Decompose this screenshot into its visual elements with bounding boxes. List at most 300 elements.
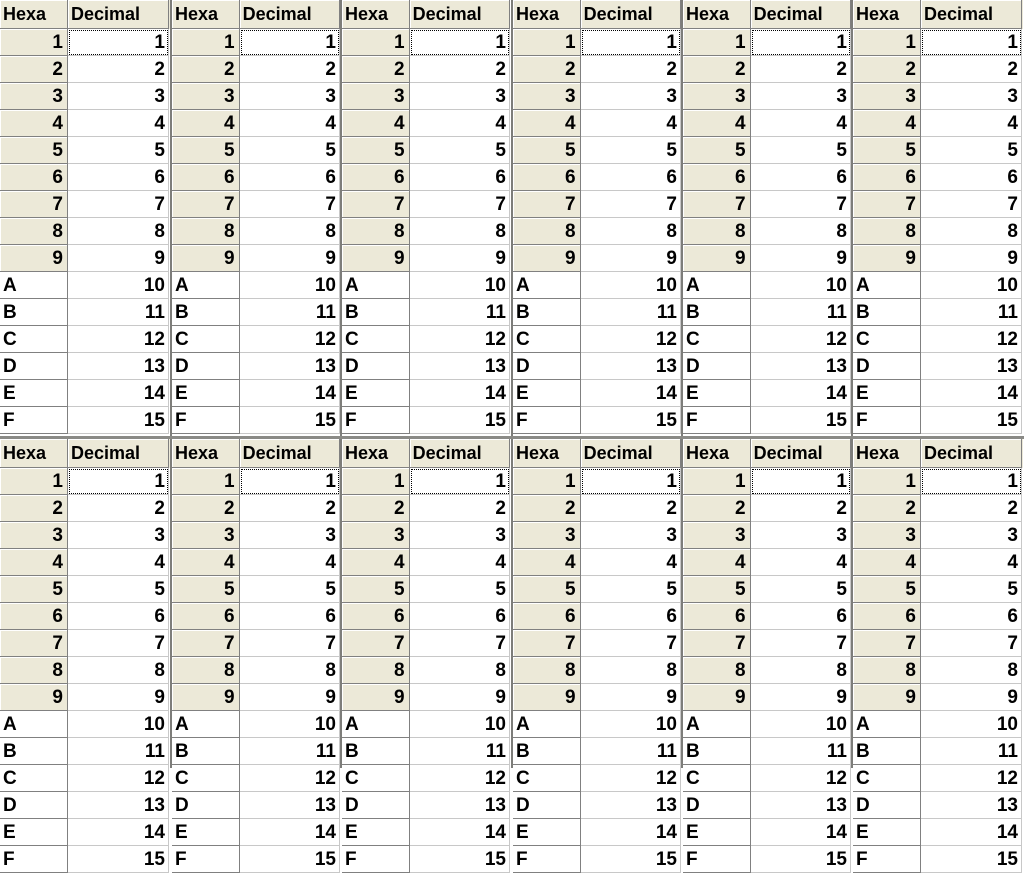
decimal-cell[interactable]: 13	[751, 792, 851, 819]
table-row[interactable]	[513, 191, 681, 218]
hexa-cell[interactable]: 5	[342, 137, 410, 164]
table-row[interactable]	[513, 407, 681, 434]
decimal-cell[interactable]: 3	[240, 83, 340, 110]
hexa-cell[interactable]: A	[513, 272, 581, 299]
table-row[interactable]	[342, 522, 510, 549]
hexa-cell[interactable]: 6	[0, 603, 68, 630]
hexa-cell[interactable]: 6	[342, 164, 410, 191]
table-row[interactable]	[683, 738, 851, 765]
table-row[interactable]	[683, 522, 851, 549]
hexa-cell[interactable]: 9	[342, 684, 410, 711]
table-row[interactable]	[0, 657, 170, 684]
hexa-cell[interactable]: 8	[513, 218, 581, 245]
decimal-cell[interactable]: 14	[410, 380, 510, 407]
decimal-cell[interactable]: 8	[240, 218, 340, 245]
table-row[interactable]	[853, 603, 1023, 630]
hexa-cell[interactable]: 3	[683, 83, 751, 110]
hexa-cell[interactable]: D	[513, 792, 581, 819]
table-row[interactable]	[172, 522, 340, 549]
decimal-cell[interactable]: 9	[240, 245, 340, 272]
decimal-cell[interactable]: 6	[751, 164, 851, 191]
decimal-cell[interactable]: 12	[751, 326, 851, 353]
table-row[interactable]	[853, 245, 1023, 272]
hexa-cell[interactable]: 6	[0, 164, 68, 191]
hexa-cell[interactable]: C	[342, 765, 410, 792]
hexa-cell[interactable]: 9	[853, 684, 921, 711]
hexa-cell[interactable]: F	[513, 846, 581, 873]
decimal-cell[interactable]: 2	[68, 56, 169, 83]
table-row[interactable]	[853, 495, 1023, 522]
decimal-cell[interactable]: 2	[921, 495, 1022, 522]
decimal-cell[interactable]: 11	[921, 738, 1022, 765]
table-row[interactable]	[683, 272, 851, 299]
table-row[interactable]	[172, 549, 340, 576]
hex-table-bottom-1[interactable]	[0, 439, 171, 870]
table-row[interactable]	[683, 630, 851, 657]
hexa-cell[interactable]: 3	[513, 522, 581, 549]
decimal-cell[interactable]: 11	[240, 738, 340, 765]
hexa-cell[interactable]: 5	[513, 137, 581, 164]
decimal-cell[interactable]: 13	[581, 353, 681, 380]
hex-table-top-4[interactable]	[511, 0, 682, 436]
hex-table-top-1[interactable]	[0, 0, 171, 436]
decimal-cell[interactable]: 13	[581, 792, 681, 819]
table-row[interactable]	[172, 576, 340, 603]
decimal-cell[interactable]: 4	[68, 110, 169, 137]
table-row[interactable]	[683, 846, 851, 873]
decimal-cell[interactable]: 15	[751, 407, 851, 434]
table-row[interactable]	[853, 407, 1023, 434]
decimal-cell[interactable]: 6	[581, 164, 681, 191]
decimal-cell[interactable]: 12	[240, 765, 340, 792]
hexa-cell[interactable]: 5	[853, 137, 921, 164]
hexa-cell[interactable]: 3	[342, 83, 410, 110]
decimal-cell[interactable]: 4	[410, 110, 510, 137]
decimal-cell[interactable]: 1	[921, 29, 1022, 56]
decimal-cell[interactable]: 3	[751, 83, 851, 110]
column-header-hexa[interactable]: Hexa	[853, 439, 921, 468]
hexa-cell[interactable]: 3	[0, 522, 68, 549]
table-row[interactable]	[172, 191, 340, 218]
table-row[interactable]	[342, 245, 510, 272]
hexa-cell[interactable]: 4	[0, 549, 68, 576]
table-row[interactable]	[342, 738, 510, 765]
hexa-cell[interactable]: A	[853, 272, 921, 299]
table-row[interactable]	[853, 738, 1023, 765]
hexa-cell[interactable]: C	[172, 326, 240, 353]
table-row[interactable]	[853, 191, 1023, 218]
decimal-cell[interactable]: 5	[410, 137, 510, 164]
hexa-cell[interactable]: B	[683, 299, 751, 326]
table-row[interactable]	[172, 272, 340, 299]
table-row[interactable]	[342, 711, 510, 738]
hexa-cell[interactable]: F	[172, 846, 240, 873]
decimal-cell[interactable]: 8	[751, 657, 851, 684]
hexa-cell[interactable]: 7	[683, 630, 751, 657]
decimal-cell[interactable]: 7	[410, 630, 510, 657]
hexa-cell[interactable]: D	[513, 353, 581, 380]
hexa-cell[interactable]: 6	[853, 603, 921, 630]
decimal-cell[interactable]: 7	[581, 630, 681, 657]
table-row[interactable]	[342, 684, 510, 711]
table-row[interactable]	[853, 549, 1023, 576]
table-row[interactable]	[342, 353, 510, 380]
decimal-cell[interactable]: 6	[240, 164, 340, 191]
table-row[interactable]	[0, 83, 170, 110]
table-row[interactable]	[513, 684, 681, 711]
column-header-decimal[interactable]: Decimal	[240, 0, 340, 29]
column-header-hexa[interactable]: Hexa	[683, 0, 751, 29]
column-header-hexa[interactable]: Hexa	[513, 439, 581, 468]
table-row[interactable]	[683, 603, 851, 630]
decimal-cell[interactable]: 8	[581, 218, 681, 245]
hexa-cell[interactable]: 5	[853, 576, 921, 603]
table-row[interactable]	[172, 495, 340, 522]
table-row[interactable]	[342, 137, 510, 164]
table-row[interactable]	[513, 522, 681, 549]
decimal-cell[interactable]: 4	[921, 110, 1022, 137]
hexa-cell[interactable]: A	[342, 272, 410, 299]
column-header-decimal[interactable]: Decimal	[581, 0, 681, 29]
table-row[interactable]	[172, 83, 340, 110]
column-header-hexa[interactable]: Hexa	[342, 0, 410, 29]
hexa-cell[interactable]: C	[683, 765, 751, 792]
table-row[interactable]	[853, 29, 1023, 56]
hexa-cell[interactable]: 7	[513, 630, 581, 657]
decimal-cell[interactable]: 12	[68, 326, 169, 353]
hexa-cell[interactable]: 6	[513, 164, 581, 191]
hexa-cell[interactable]: C	[853, 326, 921, 353]
table-row[interactable]	[683, 407, 851, 434]
table-row[interactable]	[342, 110, 510, 137]
table-row[interactable]	[853, 657, 1023, 684]
table-row[interactable]	[683, 380, 851, 407]
hexa-cell[interactable]: 2	[683, 56, 751, 83]
decimal-cell[interactable]: 3	[68, 522, 169, 549]
decimal-cell[interactable]: 1	[240, 468, 340, 495]
table-row[interactable]	[853, 380, 1023, 407]
table-row[interactable]	[342, 29, 510, 56]
hexa-cell[interactable]: E	[513, 380, 581, 407]
decimal-cell[interactable]: 1	[581, 468, 681, 495]
decimal-cell[interactable]: 11	[240, 299, 340, 326]
hexa-cell[interactable]: 3	[172, 83, 240, 110]
hexa-cell[interactable]: 4	[683, 110, 751, 137]
hexa-cell[interactable]: 1	[853, 29, 921, 56]
hexa-cell[interactable]: 2	[0, 56, 68, 83]
hexa-cell[interactable]: F	[0, 846, 68, 873]
table-row[interactable]	[0, 765, 170, 792]
table-row[interactable]	[172, 110, 340, 137]
decimal-cell[interactable]: 2	[410, 495, 510, 522]
table-row[interactable]	[853, 218, 1023, 245]
decimal-cell[interactable]: 9	[751, 684, 851, 711]
decimal-cell[interactable]: 14	[921, 380, 1022, 407]
table-row[interactable]	[0, 684, 170, 711]
hexa-cell[interactable]: 3	[0, 83, 68, 110]
decimal-cell[interactable]: 9	[410, 245, 510, 272]
decimal-cell[interactable]: 6	[68, 164, 169, 191]
hexa-cell[interactable]: 6	[683, 603, 751, 630]
table-row[interactable]	[172, 380, 340, 407]
hexa-cell[interactable]: 7	[853, 630, 921, 657]
decimal-cell[interactable]: 11	[410, 738, 510, 765]
decimal-cell[interactable]: 15	[921, 407, 1022, 434]
table-row[interactable]	[172, 792, 340, 819]
decimal-cell[interactable]: 7	[581, 191, 681, 218]
decimal-cell[interactable]: 3	[921, 522, 1022, 549]
hexa-cell[interactable]: 1	[683, 29, 751, 56]
hexa-cell[interactable]: 4	[513, 110, 581, 137]
column-header-decimal[interactable]: Decimal	[921, 439, 1022, 468]
decimal-cell[interactable]: 13	[68, 792, 169, 819]
decimal-cell[interactable]: 5	[921, 576, 1022, 603]
table-row[interactable]	[853, 792, 1023, 819]
table-row[interactable]	[513, 468, 681, 495]
table-row[interactable]	[683, 83, 851, 110]
table-row[interactable]	[513, 164, 681, 191]
hexa-cell[interactable]: 2	[0, 495, 68, 522]
hex-table-top-5[interactable]	[681, 0, 852, 436]
hexa-cell[interactable]: 2	[342, 56, 410, 83]
table-row[interactable]	[172, 603, 340, 630]
decimal-cell[interactable]: 4	[410, 549, 510, 576]
table-row[interactable]	[0, 576, 170, 603]
decimal-cell[interactable]: 6	[68, 603, 169, 630]
hexa-cell[interactable]: F	[0, 407, 68, 434]
column-header-hexa[interactable]: Hexa	[0, 439, 68, 468]
hexa-cell[interactable]: 1	[0, 29, 68, 56]
table-row[interactable]	[683, 684, 851, 711]
decimal-cell[interactable]: 7	[751, 191, 851, 218]
decimal-cell[interactable]: 13	[410, 353, 510, 380]
hexa-cell[interactable]: 8	[513, 657, 581, 684]
hexa-cell[interactable]: 9	[342, 245, 410, 272]
decimal-cell[interactable]: 1	[240, 29, 340, 56]
hex-table-bottom-6[interactable]	[851, 439, 1024, 870]
table-row[interactable]	[683, 137, 851, 164]
hexa-cell[interactable]: 6	[172, 164, 240, 191]
table-row[interactable]	[683, 468, 851, 495]
column-header-decimal[interactable]: Decimal	[410, 0, 510, 29]
decimal-cell[interactable]: 14	[921, 819, 1022, 846]
column-header-hexa[interactable]: Hexa	[513, 0, 581, 29]
column-header-hexa[interactable]: Hexa	[172, 0, 240, 29]
hexa-cell[interactable]: 3	[853, 522, 921, 549]
hexa-cell[interactable]: 8	[683, 657, 751, 684]
decimal-cell[interactable]: 10	[921, 272, 1022, 299]
table-row[interactable]	[853, 522, 1023, 549]
hexa-cell[interactable]: 2	[342, 495, 410, 522]
hexa-cell[interactable]: B	[513, 299, 581, 326]
table-row[interactable]	[513, 326, 681, 353]
decimal-cell[interactable]: 11	[581, 299, 681, 326]
column-header-hexa[interactable]: Hexa	[342, 439, 410, 468]
decimal-cell[interactable]: 10	[240, 711, 340, 738]
decimal-cell[interactable]: 12	[240, 326, 340, 353]
hexa-cell[interactable]: F	[853, 407, 921, 434]
decimal-cell[interactable]: 6	[751, 603, 851, 630]
hexa-cell[interactable]: 9	[683, 245, 751, 272]
table-row[interactable]	[853, 137, 1023, 164]
hexa-cell[interactable]: 6	[172, 603, 240, 630]
table-row[interactable]	[172, 137, 340, 164]
hexa-cell[interactable]: 3	[853, 83, 921, 110]
table-row[interactable]	[342, 380, 510, 407]
decimal-cell[interactable]: 8	[921, 218, 1022, 245]
hexa-cell[interactable]: C	[342, 326, 410, 353]
hex-table-bottom-2[interactable]	[170, 439, 341, 870]
decimal-cell[interactable]: 2	[410, 56, 510, 83]
hexa-cell[interactable]: E	[513, 819, 581, 846]
table-row[interactable]	[513, 380, 681, 407]
table-row[interactable]	[0, 29, 170, 56]
hexa-cell[interactable]: 7	[683, 191, 751, 218]
column-header-decimal[interactable]: Decimal	[751, 0, 851, 29]
table-row[interactable]	[853, 326, 1023, 353]
table-row[interactable]	[513, 711, 681, 738]
hexa-cell[interactable]: D	[683, 792, 751, 819]
decimal-cell[interactable]: 12	[410, 765, 510, 792]
table-row[interactable]	[853, 299, 1023, 326]
table-row[interactable]	[513, 630, 681, 657]
table-row[interactable]	[853, 765, 1023, 792]
hexa-cell[interactable]: F	[683, 407, 751, 434]
hexa-cell[interactable]: 4	[853, 110, 921, 137]
hexa-cell[interactable]: 1	[172, 29, 240, 56]
hexa-cell[interactable]: B	[342, 299, 410, 326]
decimal-cell[interactable]: 12	[68, 765, 169, 792]
decimal-cell[interactable]: 7	[921, 630, 1022, 657]
hexa-cell[interactable]: A	[0, 272, 68, 299]
decimal-cell[interactable]: 2	[240, 56, 340, 83]
decimal-cell[interactable]: 2	[921, 56, 1022, 83]
table-row[interactable]	[342, 218, 510, 245]
table-row[interactable]	[342, 56, 510, 83]
hexa-cell[interactable]: F	[342, 407, 410, 434]
hexa-cell[interactable]: E	[683, 380, 751, 407]
hexa-cell[interactable]: A	[683, 272, 751, 299]
table-row[interactable]	[0, 272, 170, 299]
hexa-cell[interactable]: 8	[0, 657, 68, 684]
hexa-cell[interactable]: A	[342, 711, 410, 738]
decimal-cell[interactable]: 2	[240, 495, 340, 522]
table-row[interactable]	[0, 711, 170, 738]
hexa-cell[interactable]: 4	[172, 549, 240, 576]
decimal-cell[interactable]: 9	[68, 245, 169, 272]
hexa-cell[interactable]: 3	[683, 522, 751, 549]
table-row[interactable]	[342, 846, 510, 873]
decimal-cell[interactable]: 12	[410, 326, 510, 353]
hexa-cell[interactable]: 4	[853, 549, 921, 576]
table-row[interactable]	[683, 299, 851, 326]
hexa-cell[interactable]: 8	[342, 218, 410, 245]
hexa-cell[interactable]: D	[853, 792, 921, 819]
table-row[interactable]	[172, 218, 340, 245]
hexa-cell[interactable]: 4	[683, 549, 751, 576]
decimal-cell[interactable]: 6	[410, 603, 510, 630]
table-row[interactable]	[513, 657, 681, 684]
decimal-cell[interactable]: 3	[581, 522, 681, 549]
decimal-cell[interactable]: 15	[751, 846, 851, 873]
hexa-cell[interactable]: E	[0, 819, 68, 846]
hexa-cell[interactable]: 8	[172, 218, 240, 245]
table-row[interactable]	[683, 191, 851, 218]
hexa-cell[interactable]: 7	[342, 630, 410, 657]
hexa-cell[interactable]: D	[172, 353, 240, 380]
table-row[interactable]	[342, 549, 510, 576]
decimal-cell[interactable]: 12	[581, 765, 681, 792]
hexa-cell[interactable]: D	[0, 353, 68, 380]
hexa-cell[interactable]: 7	[0, 191, 68, 218]
table-row[interactable]	[683, 245, 851, 272]
decimal-cell[interactable]: 3	[751, 522, 851, 549]
table-row[interactable]	[513, 846, 681, 873]
column-header-decimal[interactable]: Decimal	[68, 0, 169, 29]
table-row[interactable]	[342, 657, 510, 684]
table-row[interactable]	[683, 549, 851, 576]
table-row[interactable]	[342, 792, 510, 819]
table-row[interactable]	[853, 272, 1023, 299]
decimal-cell[interactable]: 10	[921, 711, 1022, 738]
decimal-cell[interactable]: 12	[581, 326, 681, 353]
table-row[interactable]	[853, 684, 1023, 711]
hexa-cell[interactable]: C	[172, 765, 240, 792]
decimal-cell[interactable]: 3	[581, 83, 681, 110]
table-row[interactable]	[172, 738, 340, 765]
decimal-cell[interactable]: 11	[410, 299, 510, 326]
hexa-cell[interactable]: F	[683, 846, 751, 873]
table-row[interactable]	[683, 576, 851, 603]
hexa-cell[interactable]: C	[0, 765, 68, 792]
decimal-cell[interactable]: 1	[581, 29, 681, 56]
decimal-cell[interactable]: 1	[68, 468, 169, 495]
hexa-cell[interactable]: 2	[683, 495, 751, 522]
decimal-cell[interactable]: 14	[410, 819, 510, 846]
hexa-cell[interactable]: 8	[853, 657, 921, 684]
column-header-hexa[interactable]: Hexa	[0, 0, 68, 29]
table-row[interactable]	[683, 56, 851, 83]
table-row[interactable]	[513, 29, 681, 56]
table-row[interactable]	[172, 657, 340, 684]
hexa-cell[interactable]: 9	[513, 684, 581, 711]
hexa-cell[interactable]: D	[683, 353, 751, 380]
decimal-cell[interactable]: 11	[68, 299, 169, 326]
decimal-cell[interactable]: 6	[921, 603, 1022, 630]
hexa-cell[interactable]: 7	[513, 191, 581, 218]
decimal-cell[interactable]: 15	[581, 846, 681, 873]
table-row[interactable]	[513, 272, 681, 299]
column-header-decimal[interactable]: Decimal	[240, 439, 340, 468]
table-row[interactable]	[853, 83, 1023, 110]
decimal-cell[interactable]: 11	[921, 299, 1022, 326]
hexa-cell[interactable]: A	[172, 272, 240, 299]
hexa-cell[interactable]: 3	[172, 522, 240, 549]
decimal-cell[interactable]: 4	[751, 110, 851, 137]
decimal-cell[interactable]: 7	[410, 191, 510, 218]
decimal-cell[interactable]: 14	[240, 380, 340, 407]
decimal-cell[interactable]: 10	[581, 272, 681, 299]
decimal-cell[interactable]: 9	[921, 684, 1022, 711]
table-row[interactable]	[0, 245, 170, 272]
decimal-cell[interactable]: 4	[68, 549, 169, 576]
decimal-cell[interactable]: 1	[751, 29, 851, 56]
hexa-cell[interactable]: 1	[513, 468, 581, 495]
decimal-cell[interactable]: 2	[751, 56, 851, 83]
decimal-cell[interactable]: 10	[410, 272, 510, 299]
table-row[interactable]	[172, 245, 340, 272]
hexa-cell[interactable]: D	[342, 353, 410, 380]
